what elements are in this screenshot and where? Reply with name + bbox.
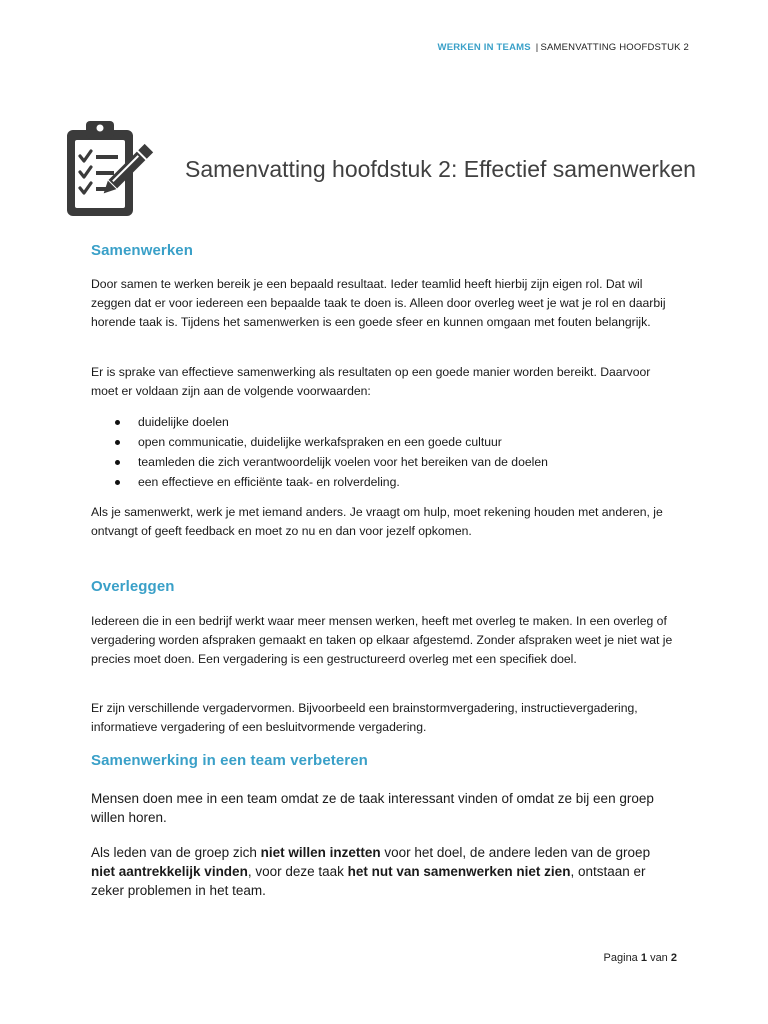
clipboard-checklist-icon	[62, 118, 174, 218]
section-heading-verbeteren: Samenwerking in een team verbeteren	[91, 752, 368, 769]
list-item: open communicatie, duidelijke werkafspraken en een goede cultuur	[91, 432, 676, 452]
list-item: duidelijke doelen	[91, 412, 676, 432]
page-title: Samenvatting hoofdstuk 2: Effectief samenwerken	[185, 156, 696, 182]
paragraph: Als je samenwerkt, werk je met iemand anders. Je vraagt om hulp, moet rekening houden met anderen, je ontvangt of geeft feedback en moet zo nu en dan voor jezelf opkomen.	[91, 505, 663, 538]
paragraph: Als leden van de groep zich niet willen inzetten voor het doel, de andere leden van de groep niet aantrekkelijk vinden, voor deze taak het nut van samenwerken niet zien, ontstaan er zeker problemen in het team.	[91, 845, 651, 898]
emphasis: niet willen inzetten	[260, 845, 381, 860]
page-header	[438, 42, 689, 53]
conditions-list	[91, 412, 676, 492]
emphasis: het nut van samenwerken niet zien	[347, 864, 571, 879]
section-heading-samenwerken: Samenwerken	[91, 242, 193, 259]
list-item: een effectieve en efficiënte taak- en rolverdeling.	[91, 472, 676, 492]
paragraph: Er zijn verschillende vergadervormen. Bijvoorbeeld een brainstormvergadering, instructievergadering, informatieve vergadering of een besluitvormende vergadering.	[91, 701, 638, 734]
paragraph: Iedereen die in een bedrijf werkt waar meer mensen werken, heeft met overleg te maken. In een overleg of vergadering worden afspraken gemaakt en taken op elkaar afgestemd. Zonder afspraken weet je niet wat je precies moet doen. Een vergadering is een gestructureerd overleg met een specifiek doel.	[91, 614, 673, 666]
paragraph: Door samen te werken bereik je een bepaald resultaat. Ieder teamlid heeft hierbij zijn eigen rol. Dat wil zeggen dat er voor iedereen een bepaalde taak te doen is. Alleen door overleg weet je wat je rol en daarbij horende taak is. Tijdens het samenwerken is een goede sfeer en kunnen omgaan met fouten belangrijk.	[91, 277, 666, 329]
paragraph: Mensen doen mee in een team omdat ze de taak interessant vinden of omdat ze bij een groep willen horen.	[91, 791, 654, 825]
section-heading-overleggen: Overleggen	[91, 578, 175, 595]
paragraph: Er is sprake van effectieve samenwerking als resultaten op een goede manier worden bereikt. Daarvoor moet er voldaan zijn aan de volgende voorwaarden:	[91, 365, 651, 398]
header-chapter: SAMENVATTING HOOFDSTUK 2	[540, 42, 689, 53]
header-separator: |	[535, 42, 539, 53]
emphasis: niet aantrekkelijk vinden	[91, 864, 248, 879]
list-item: teamleden die zich verantwoordelijk voelen voor het bereiken van de doelen	[91, 452, 676, 472]
page-number: Pagina 1 van 2	[603, 952, 677, 964]
header-brand: WERKEN IN TEAMS	[437, 42, 531, 53]
